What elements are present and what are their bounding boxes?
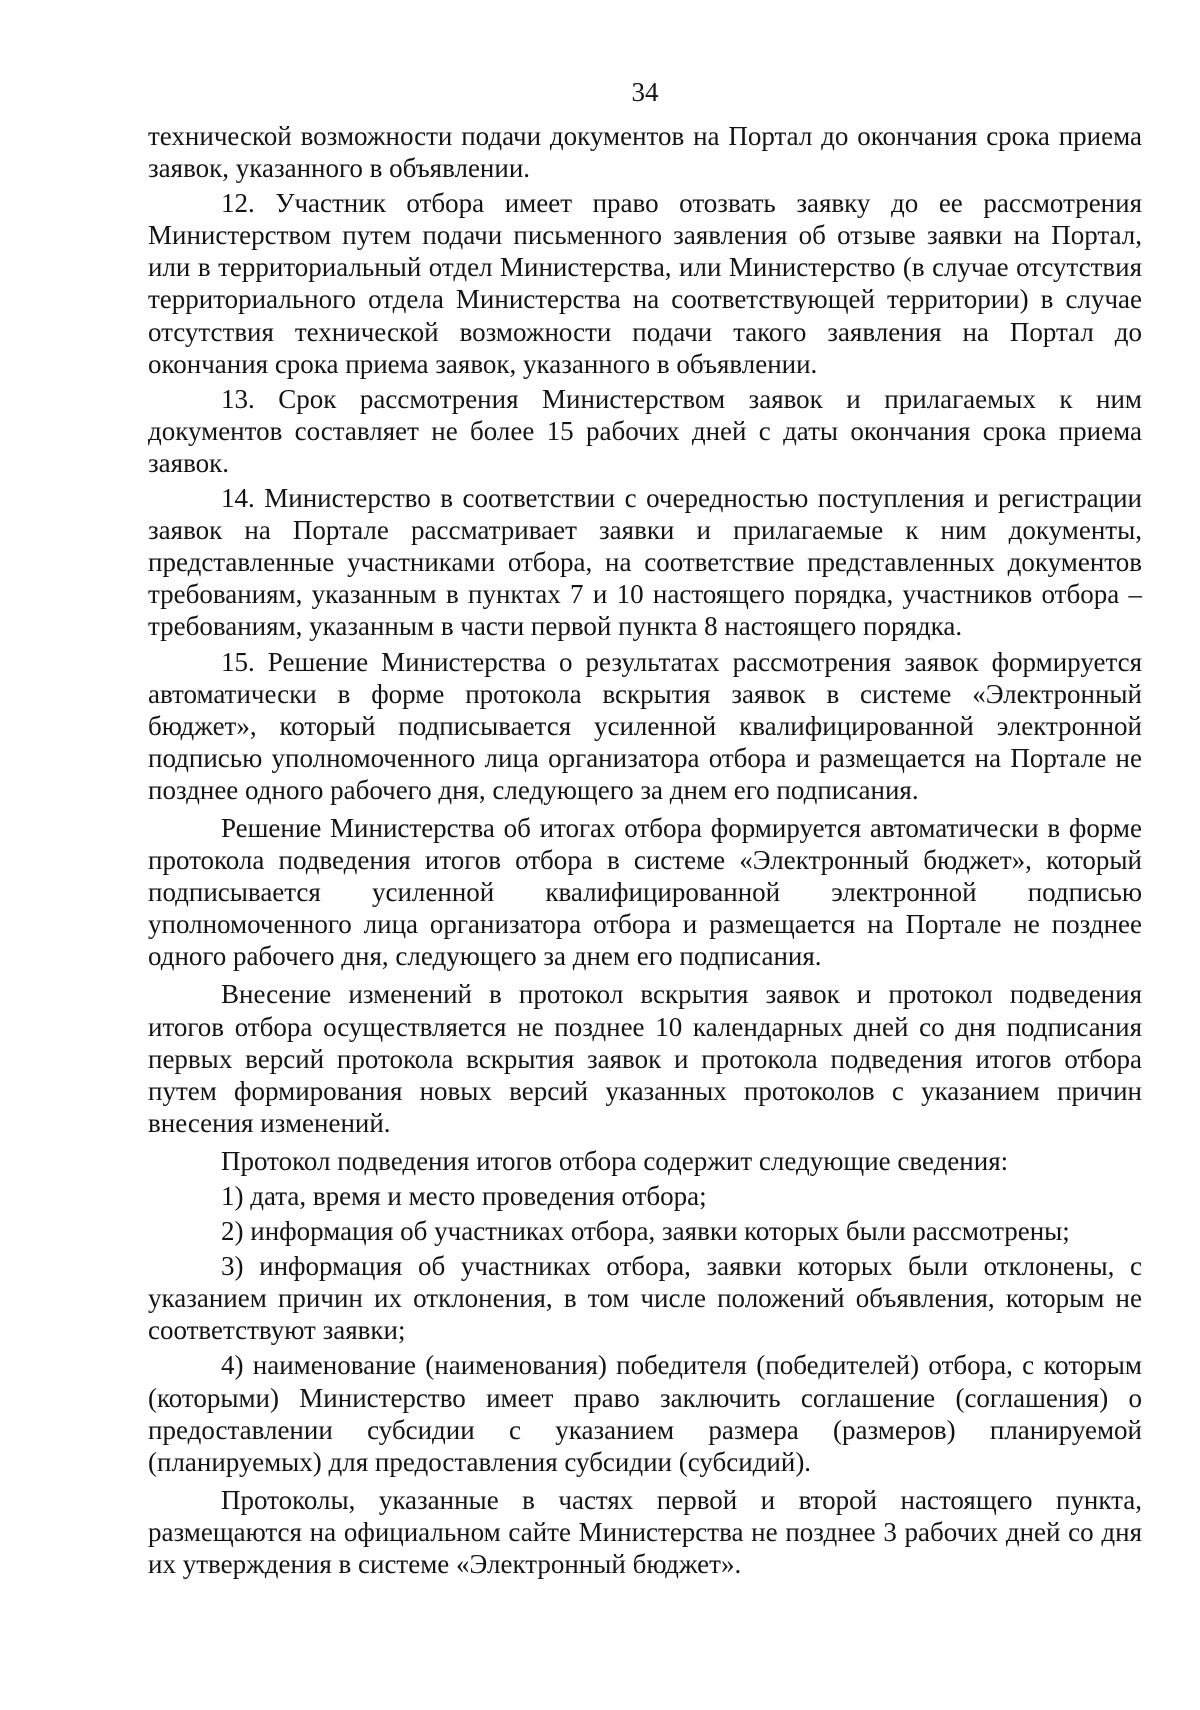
list-item-1: 1) дата, время и место проведения отбора; (221, 1181, 707, 1211)
paragraph-continuation: технической возможности подачи документов на Портал до окончания срока приема заявок, указанного в объявлении. (148, 121, 1142, 184)
paragraph-item-15: 15. Решение Министерства о результатах рассмотрения заявок формируется автоматически в форме протокола вскрытия заявок в системе «Электронный бюджет», который подписывается усиленной квалифицированной электронной подписью уполномоченного лица организатора отбора и размещается на Портале не позднее одного рабочего дня, следующего за днем его подписания. (148, 646, 1142, 805)
paragraph-results-decision: Решение Министерства об итогах отбора формируется автоматически в форме протокола подведения итогов отбора в системе «Электронный бюджет», который подписывается усиленной квалифицированной электронной подписью уполномоченного лица организатора отбора и размещается на Портале не позднее одного рабочего дня, следующего за днем его подписания. (148, 812, 1142, 972)
list-item-3: 3) информация об участниках отбора, заявки которых были отклонены, с указанием причин их отклонения, в том числе положений объявления, которым не соответствуют заявки; (148, 1251, 1142, 1346)
paragraph-item-12: 12. Участник отбора имеет право отозвать заявку до ее рассмотрения Министерством путем подачи письменного заявления об отзыве заявки на Портал, или в территориальный отдел Министерства, или Министерство (в случае отсутствия территориального отдела Министерства на соответствующей территории) в случае отсутствия технической возможности подачи такого заявления на Портал до окончания срока приема заявок, указанного в объявлении. (148, 188, 1142, 379)
paragraph-protocols-publication: Протоколы, указанные в частях первой и второй настоящего пункта, размещаются на официальном сайте Министерства не позднее 3 рабочих дней со дня их утверждения в системе «Электронный бюджет». (148, 1484, 1142, 1580)
paragraph-item-13: 13. Срок рассмотрения Министерством заявок и прилагаемых к ним документов составляет не более 15 рабочих дней с даты окончания срока приема заявок. (148, 383, 1142, 478)
paragraph-protocol-contents: Протокол подведения итогов отбора содержит следующие сведения: (221, 1145, 1009, 1176)
list-item-2: 2) информация об участниках отбора, заявки которых были рассмотрены; (221, 1216, 1070, 1247)
paragraph-protocol-amendments: Внесение изменений в протокол вскрытия заявок и протокол подведения итогов отбора осуществляется не позднее 10 календарных дней со дня подписания первых версий протокола вскрытия заявок и протокола подведения итогов отбора путем формирования новых версий указанных протоколов с указанием причин внесения изменений. (148, 979, 1142, 1138)
page-number: 34 (631, 77, 659, 107)
list-item-4: 4) наименование (наименования) победителя (победителей) отбора, с которым (которыми) Министерство имеет право заключить соглашение (соглашения) о предоставлении субсидии с указанием размера (размеров) планируемой (планируемых) для предоставления субсидии (субсидий). (148, 1350, 1142, 1477)
document-body (148, 120, 1142, 1580)
paragraph-item-14: 14. Министерство в соответствии с очередностью поступления и регистрации заявок на Портале рассматривает заявки и прилагаемые к ним документы, представленные участниками отбора, на соответствие представленных документов требованиям, указанным в пунктах 7 и 10 настоящего порядка, участников отбора – требованиям, указанным в части первой пункта 8 настоящего порядка. (148, 483, 1142, 642)
